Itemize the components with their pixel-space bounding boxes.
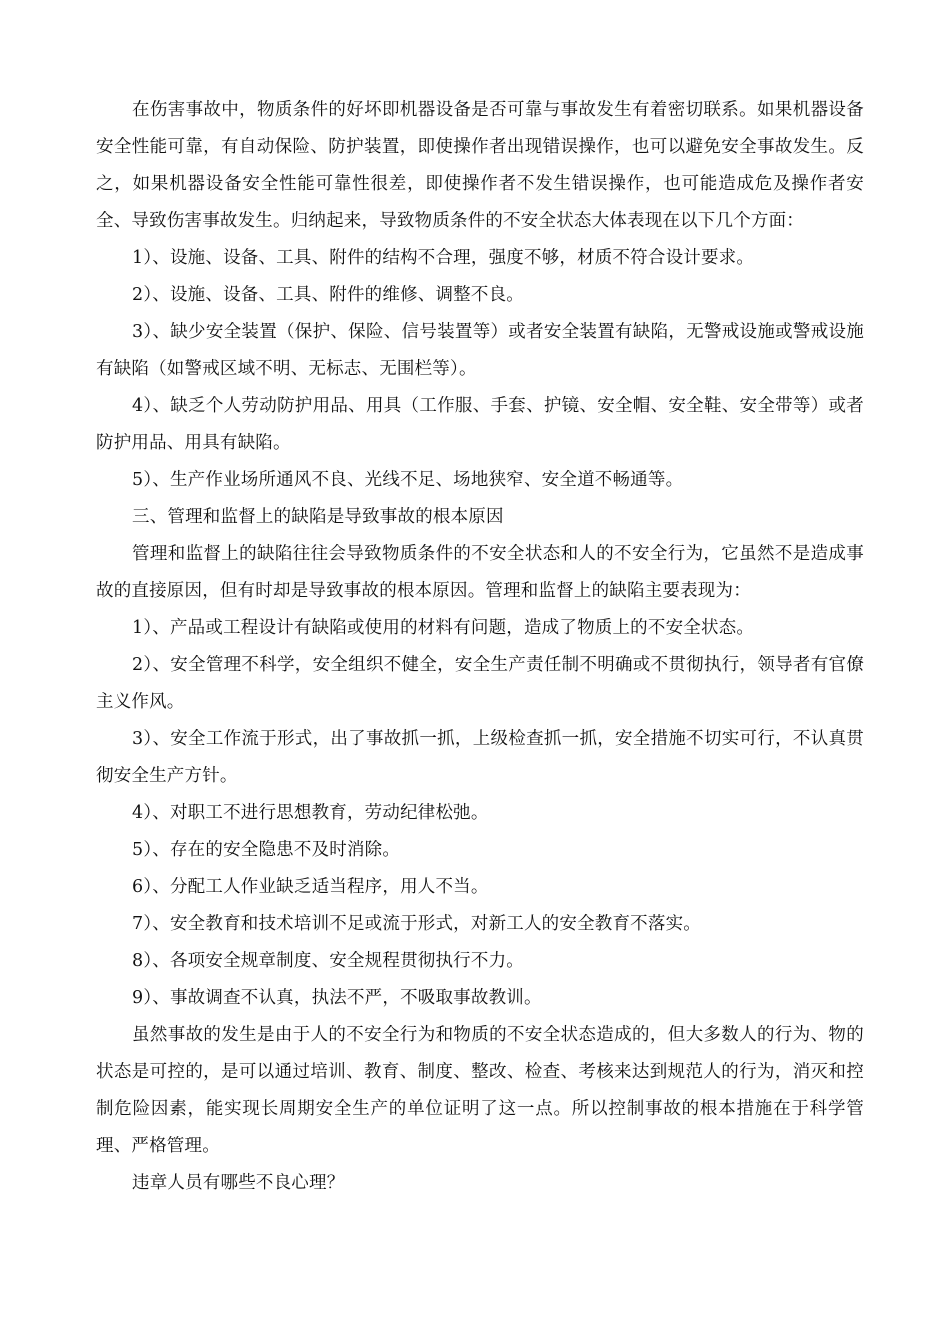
list-item: 5）、生产作业场所通风不良、光线不足、场地狭窄、安全道不畅通等。 — [132, 470, 684, 490]
list-item: 6）、分配工人作业缺乏适当程序，用人不当。 — [132, 877, 489, 897]
list-item: 3）、安全工作流于形式，出了事故抓一抓，上级检查抓一抓，安全措施不切实可行，不认真贯彻安全生产方针。 — [96, 729, 864, 786]
list-item: 3）、缺少安全装置（保护、保险、信号装置等）或者安全装置有缺陷，无警戒设施或警戒设施有缺陷（如警戒区域不明、无标志、无围栏等）。 — [96, 322, 864, 379]
conclusion-paragraph: 虽然事故的发生是由于人的不安全行为和物质的不安全状态造成的，但大多数人的行为、物的状态是可控的，是可以通过培训、教育、制度、整改、检查、考核来达到规范人的行为，消灭和控制危险因素，能实现长周期安全生产的单位证明了这一点。所以控制事故的根本措施在于科学管理、严格管理。 — [96, 1025, 864, 1156]
list-item: 9）、事故调查不认真，执法不严，不吸取事故教训。 — [132, 988, 542, 1008]
intro-paragraph: 在伤害事故中，物质条件的好坏即机器设备是否可靠与事故发生有着密切联系。如果机器设备安全性能可靠，有自动保险、防护装置，即使操作者出现错误操作，也可以避免安全事故发生。反之，如果机器设备安全性能可靠性很差，即使操作者不发生错误操作，也可能造成危及操作者安全、导致伤害事故发生。归纳起来，导致物质条件的不安全状态大体表现在以下几个方面： — [96, 100, 864, 231]
list-item: 5）、存在的安全隐患不及时消除。 — [132, 840, 401, 860]
list-item: 4）、对职工不进行思想教育，劳动纪律松弛。 — [132, 803, 489, 823]
list-item: 7）、安全教育和技术培训不足或流于形式，对新工人的安全教育不落实。 — [132, 914, 701, 934]
document-body — [96, 92, 864, 1202]
list-item: 8）、各项安全规章制度、安全规程贯彻执行不力。 — [132, 951, 524, 971]
list-item: 2）、设施、设备、工具、附件的维修、调整不良。 — [132, 285, 524, 305]
section-heading: 三、管理和监督上的缺陷是导致事故的根本原因 — [132, 507, 504, 527]
list-item: 2）、安全管理不科学，安全组织不健全，安全生产责任制不明确或不贯彻执行，领导者有官僚主义作风。 — [96, 655, 864, 712]
list-item: 4）、缺乏个人劳动防护用品、用具（工作服、手套、护镜、安全帽、安全鞋、安全带等）或者防护用品、用具有缺陷。 — [96, 396, 864, 453]
question-heading: 违章人员有哪些不良心理？ — [132, 1173, 345, 1193]
list-item: 1）、设施、设备、工具、附件的结构不合理，强度不够，材质不符合设计要求。 — [132, 248, 755, 268]
body-paragraph: 管理和监督上的缺陷往往会导致物质条件的不安全状态和人的不安全行为，它虽然不是造成事故的直接原因，但有时却是导致事故的根本原因。管理和监督上的缺陷主要表现为： — [96, 544, 864, 601]
list-item: 1）、产品或工程设计有缺陷或使用的材料有问题，造成了物质上的不安全状态。 — [132, 618, 755, 638]
